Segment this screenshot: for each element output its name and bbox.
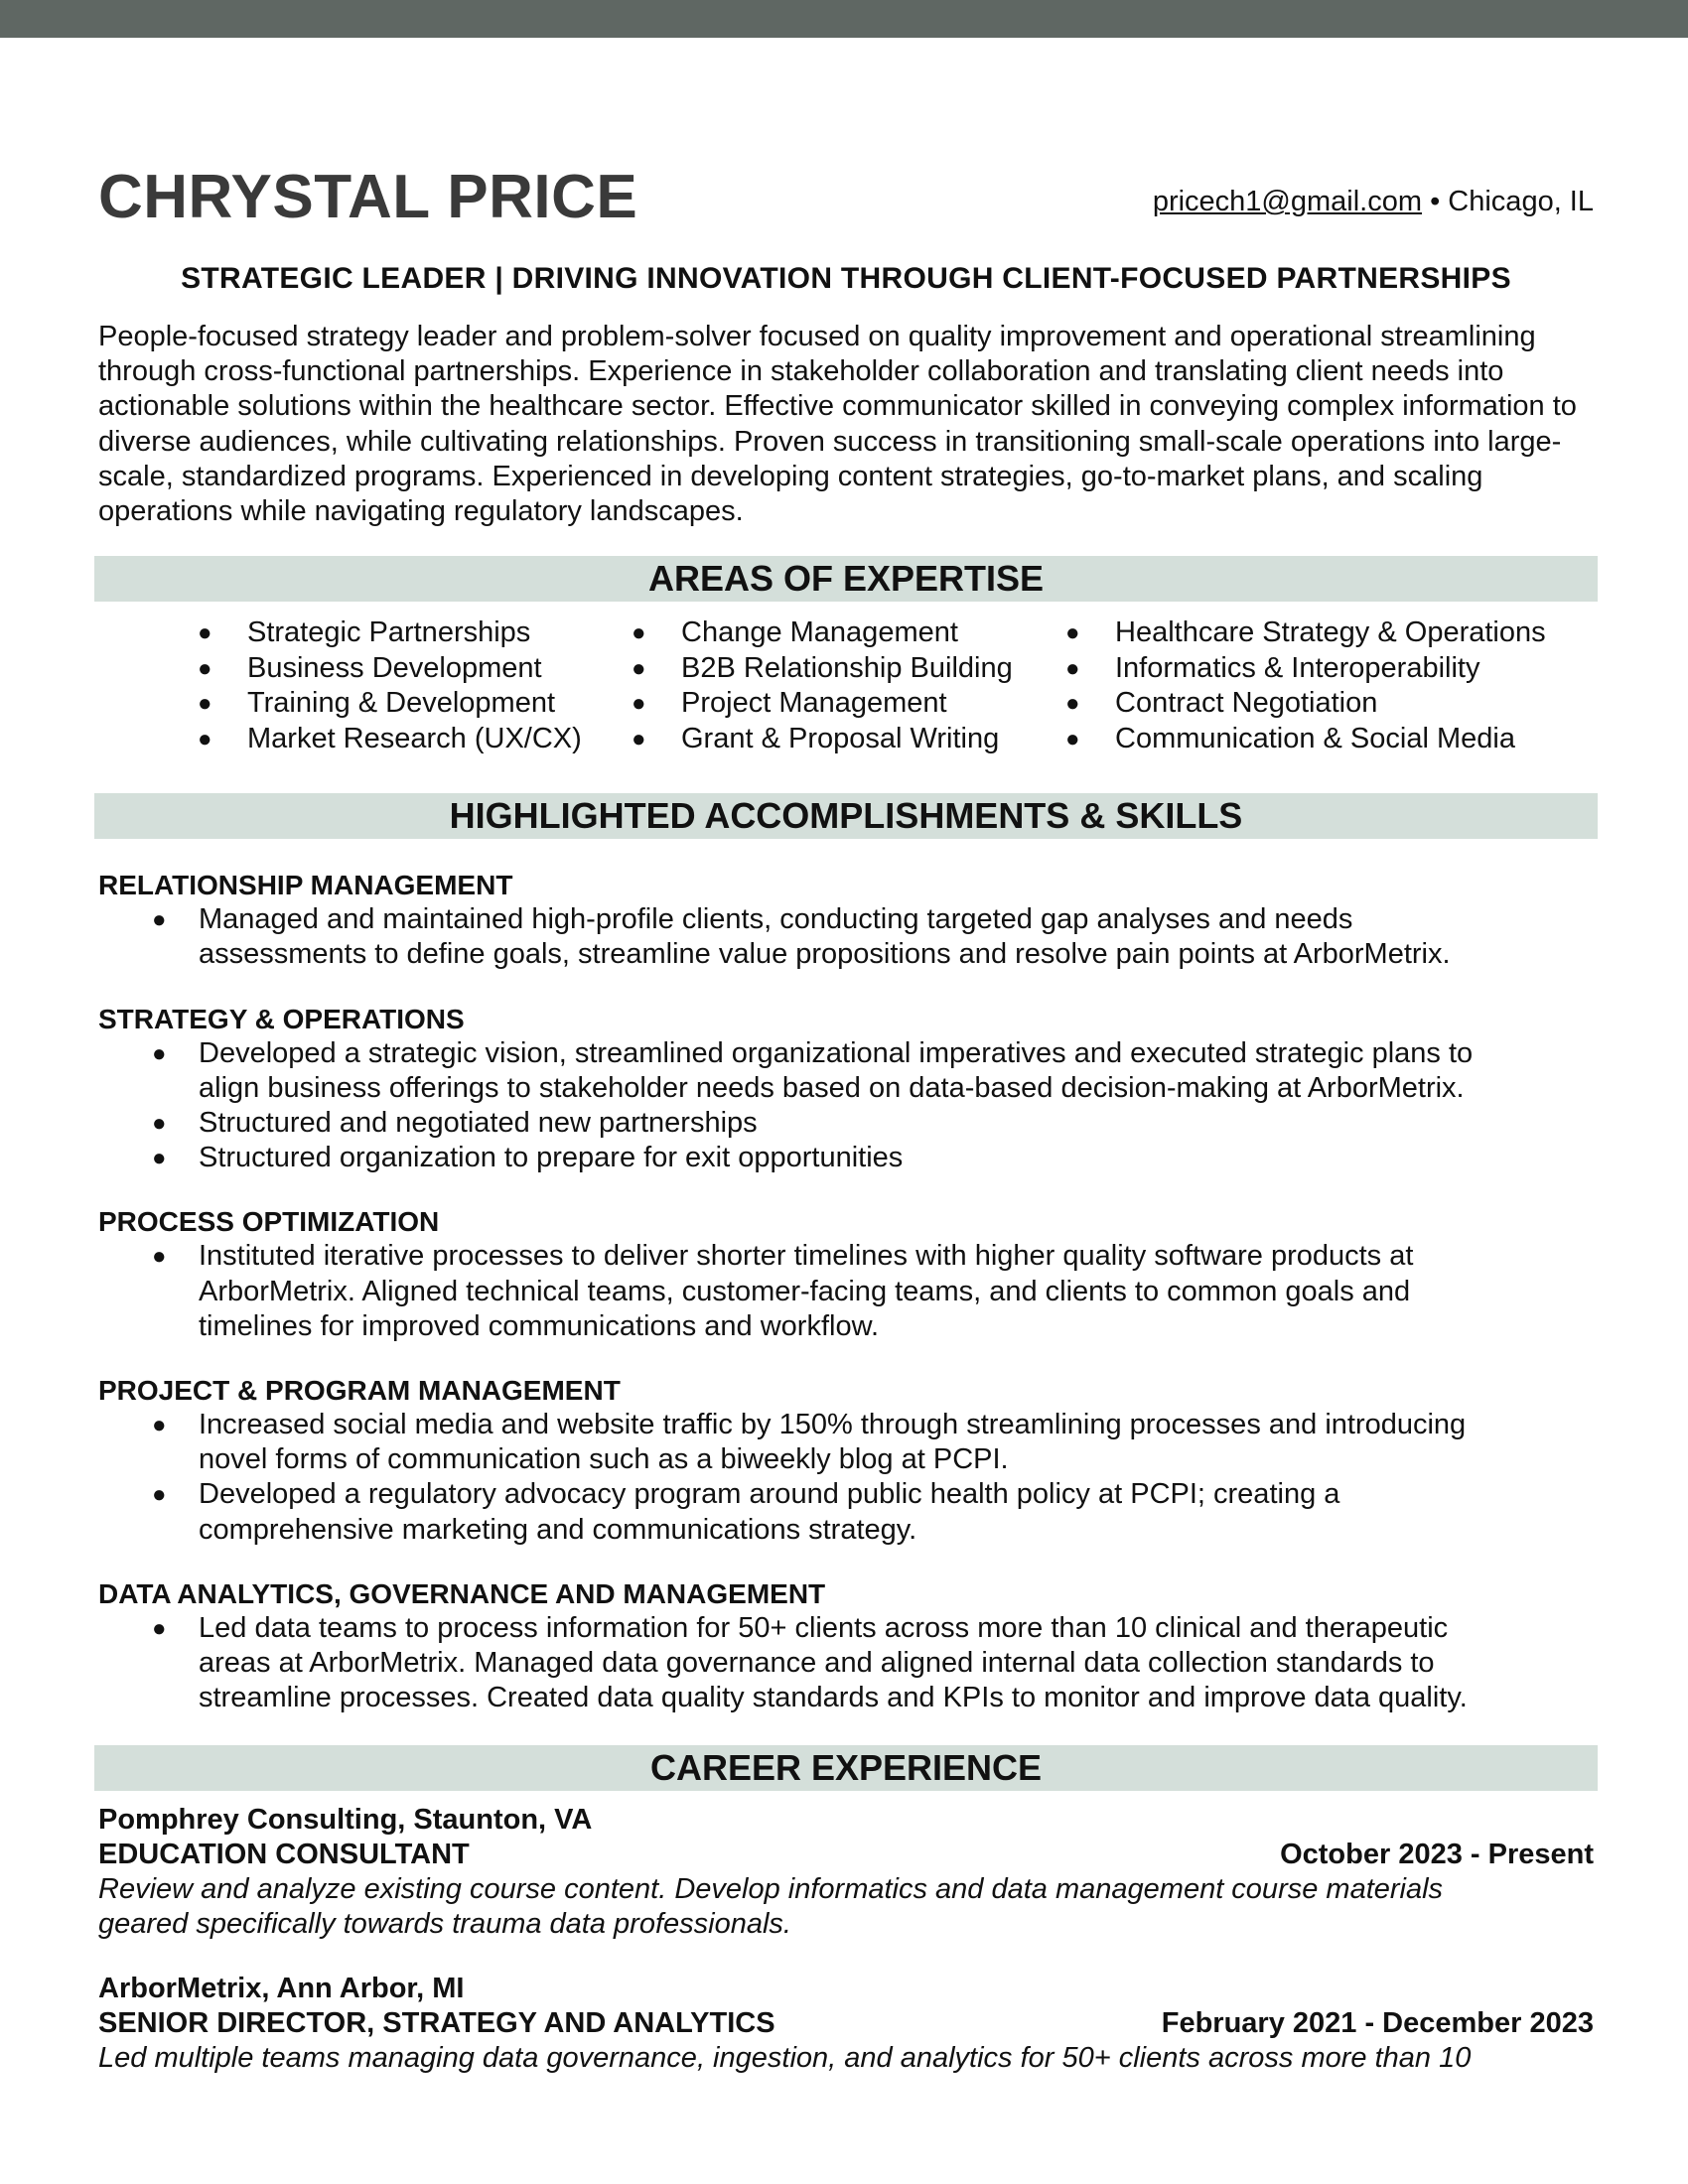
job-description (98, 2041, 1594, 2076)
bullet-icon: ● (632, 619, 646, 647)
accomplishment-bullets (98, 1408, 1594, 1548)
accomplishment-title: RELATIONSHIP MANAGEMENT (98, 870, 513, 901)
expertise-item (632, 615, 1013, 651)
accomplishment-title: DATA ANALYTICS, GOVERNANCE AND MANAGEMENT (98, 1577, 826, 1609)
bullet-icon: ● (632, 654, 646, 682)
career-section-header: CAREER EXPERIENCE (94, 1745, 1598, 1791)
expertise-item (632, 686, 1013, 722)
bullet-icon: ● (152, 1110, 167, 1138)
accomplishment-title: STRATEGY & OPERATIONS (98, 1003, 465, 1034)
accomplishment-bullets (98, 1611, 1594, 1716)
bullet-icon: ● (1065, 725, 1080, 752)
bullet-icon: ● (1065, 690, 1080, 718)
accomplishment-item (98, 1036, 1594, 1106)
accomplishment-line: Developed a strategic vision, streamlined organizational imperatives and executed strategic plans to (199, 1036, 1474, 1069)
accomplishment-bullets (98, 1036, 1594, 1176)
accomplishment-line: Structured organization to prepare for exit opportunities (199, 1142, 904, 1174)
accomplishment-title: PROCESS OPTIMIZATION (98, 1206, 440, 1238)
accomplishment-text (199, 1239, 1594, 1344)
expertise-section-header: AREAS OF EXPERTISE (94, 556, 1598, 602)
accomplishment-line: streamline processes. Created data quality standards and KPIs to monitor and improve data quality. (199, 1682, 1468, 1714)
accomplishment-line: Structured and negotiated new partnerships (199, 1107, 758, 1140)
accomplishment-line: timelines for improved communications and workflow. (199, 1309, 879, 1342)
expertise-label: Strategic Partnerships (247, 616, 531, 649)
expertise-item (1065, 615, 1546, 651)
accomplishment-bullets (98, 902, 1594, 972)
contact-separator: • (1430, 186, 1441, 217)
job-description-line: geared specifically towards trauma data professionals. (98, 1908, 791, 1941)
bullet-icon: ● (152, 906, 167, 934)
job-description-line: Review and analyze existing course content. Develop informatics and data management course materials (98, 1873, 1444, 1906)
job-dates: February 2021 - December 2023 (1161, 2007, 1594, 2040)
accomplishment-line: ArborMetrix. Aligned technical teams, customer-facing teams, and clients to common goals and (199, 1275, 1411, 1307)
accomplishment-text (199, 1611, 1594, 1716)
accomplishment-text (199, 1477, 1594, 1547)
bullet-icon: ● (198, 690, 212, 718)
expertise-grid (98, 615, 1594, 764)
expertise-item (1065, 651, 1546, 687)
job-dates: October 2023 - Present (1280, 1839, 1594, 1871)
accomplishment-text (199, 1141, 1594, 1175)
expertise-column (198, 615, 582, 756)
job-company: ArborMetrix, Ann Arbor, MI (98, 1973, 465, 2005)
location: Chicago, IL (1448, 186, 1594, 217)
expertise-label: Healthcare Strategy & Operations (1115, 616, 1546, 649)
bullet-icon: ● (1065, 654, 1080, 682)
expertise-item (632, 722, 1013, 757)
accomplishment-text (199, 1106, 1594, 1141)
expertise-label: B2B Relationship Building (681, 651, 1013, 684)
accomplishment-item (98, 1408, 1594, 1477)
expertise-item (198, 722, 582, 757)
accomplishment-line: Developed a regulatory advocacy program around public health policy at PCPI; creating a (199, 1478, 1340, 1511)
bullet-icon: ● (152, 1039, 167, 1067)
expertise-item (1065, 686, 1546, 722)
accomplishment-line: Managed and maintained high-profile clients, conducting targeted gap analyses and needs (199, 903, 1353, 936)
job-role: SENIOR DIRECTOR, STRATEGY AND ANALYTICS (98, 2007, 775, 2040)
expertise-label: Contract Negotiation (1115, 687, 1378, 720)
accomplishments-section-header: HIGHLIGHTED ACCOMPLISHMENTS & SKILLS (94, 793, 1598, 839)
expertise-item (1065, 722, 1546, 757)
bullet-icon: ● (152, 1614, 167, 1642)
email-link[interactable]: pricech1@gmail.com (1152, 186, 1423, 217)
expertise-label: Grant & Proposal Writing (681, 722, 1000, 754)
expertise-item (198, 651, 582, 687)
bullet-icon: ● (152, 1481, 167, 1509)
expertise-label: Communication & Social Media (1115, 722, 1515, 754)
accomplishment-text (199, 902, 1594, 972)
job-description (98, 1872, 1594, 1942)
job-title-row (98, 2006, 1594, 2041)
expertise-column (632, 615, 1013, 756)
expertise-label: Training & Development (247, 687, 556, 720)
job-entry (98, 1972, 1594, 2076)
professional-summary: People-focused strategy leader and problem-solver focused on quality improvement and operational streamlining through cross-functional partnerships. Experience in stakeholder collaboration and translating client needs into actionable solutions within the healthcare sector. Effective communicator skilled in conveying complex information to diverse audiences, while cultivating relationships. Proven success in transitioning small-scale operations into large-scale, standardized programs. Experienced in developing content strategies, go-to-market plans, and scaling operations while navigating regulatory landscapes. (98, 321, 1577, 528)
bullet-icon: ● (632, 725, 646, 752)
accomplishment-text (199, 1036, 1594, 1106)
accomplishment-line: Led data teams to process information for 50+ clients across more than 10 clinical and therapeutic (199, 1611, 1449, 1644)
resume-page (98, 149, 1594, 2076)
job-description-line: Led multiple teams managing data governance, ingestion, and analytics for 50+ clients across more than 10 (98, 2042, 1472, 2075)
accomplishment-line: novel forms of communication such as a biweekly blog at PCPI. (199, 1443, 1009, 1476)
expertise-label: Business Development (247, 651, 542, 684)
accomplishments-list (98, 869, 1594, 1715)
accomplishment-group (98, 1374, 1594, 1548)
accomplishment-line: areas at ArborMetrix. Managed data governance and aligned internal data collection standards to (199, 1647, 1435, 1680)
accomplishment-bullets (98, 1239, 1594, 1344)
bullet-icon: ● (152, 1145, 167, 1172)
job-role: EDUCATION CONSULTANT (98, 1839, 470, 1871)
accomplishment-text (199, 1408, 1594, 1477)
bullet-icon: ● (198, 654, 212, 682)
job-entry (98, 1803, 1594, 1942)
header (98, 149, 1594, 231)
accomplishment-item (98, 1477, 1594, 1547)
tagline: STRATEGIC LEADER | DRIVING INNOVATION THROUGH CLIENT-FOCUSED PARTNERSHIPS (181, 262, 1511, 295)
expertise-item (632, 651, 1013, 687)
accomplishment-item (98, 1141, 1594, 1175)
accomplishment-group (98, 869, 1594, 972)
career-list (98, 1803, 1594, 2076)
bullet-icon: ● (1065, 619, 1080, 647)
bullet-icon: ● (198, 725, 212, 752)
bullet-icon: ● (198, 619, 212, 647)
top-accent-bar (0, 0, 1688, 38)
expertise-column (1065, 615, 1546, 756)
accomplishment-line: align business offerings to stakeholder needs based on data-based decision-making at ArborMetrix. (199, 1071, 1465, 1104)
expertise-item (198, 615, 582, 651)
accomplishment-group (98, 1205, 1594, 1344)
accomplishment-line: comprehensive marketing and communications strategy. (199, 1513, 917, 1546)
expertise-label: Change Management (681, 616, 958, 649)
contact-info (1153, 188, 1594, 228)
candidate-name: CHRYSTAL PRICE (98, 163, 638, 231)
accomplishment-item (98, 1611, 1594, 1716)
bullet-icon: ● (152, 1243, 167, 1271)
job-company: Pomphrey Consulting, Staunton, VA (98, 1804, 593, 1837)
accomplishment-item (98, 1239, 1594, 1344)
expertise-label: Market Research (UX/CX) (247, 722, 582, 754)
job-title-row (98, 1838, 1594, 1872)
bullet-icon: ● (632, 690, 646, 718)
expertise-label: Project Management (681, 687, 947, 720)
accomplishment-line: Increased social media and website traffic by 150% through streamlining processes and introducing (199, 1409, 1467, 1441)
expertise-item (198, 686, 582, 722)
accomplishment-group (98, 1003, 1594, 1176)
bullet-icon: ● (152, 1412, 167, 1439)
accomplishment-item (98, 1106, 1594, 1141)
accomplishment-line: assessments to define goals, streamline value propositions and resolve pain points at ArborMetrix. (199, 938, 1451, 971)
expertise-label: Informatics & Interoperability (1115, 651, 1480, 684)
accomplishment-group (98, 1577, 1594, 1716)
accomplishment-title: PROJECT & PROGRAM MANAGEMENT (98, 1375, 621, 1407)
accomplishment-line: Instituted iterative processes to deliver shorter timelines with higher quality software products at (199, 1240, 1414, 1273)
accomplishment-item (98, 902, 1594, 972)
